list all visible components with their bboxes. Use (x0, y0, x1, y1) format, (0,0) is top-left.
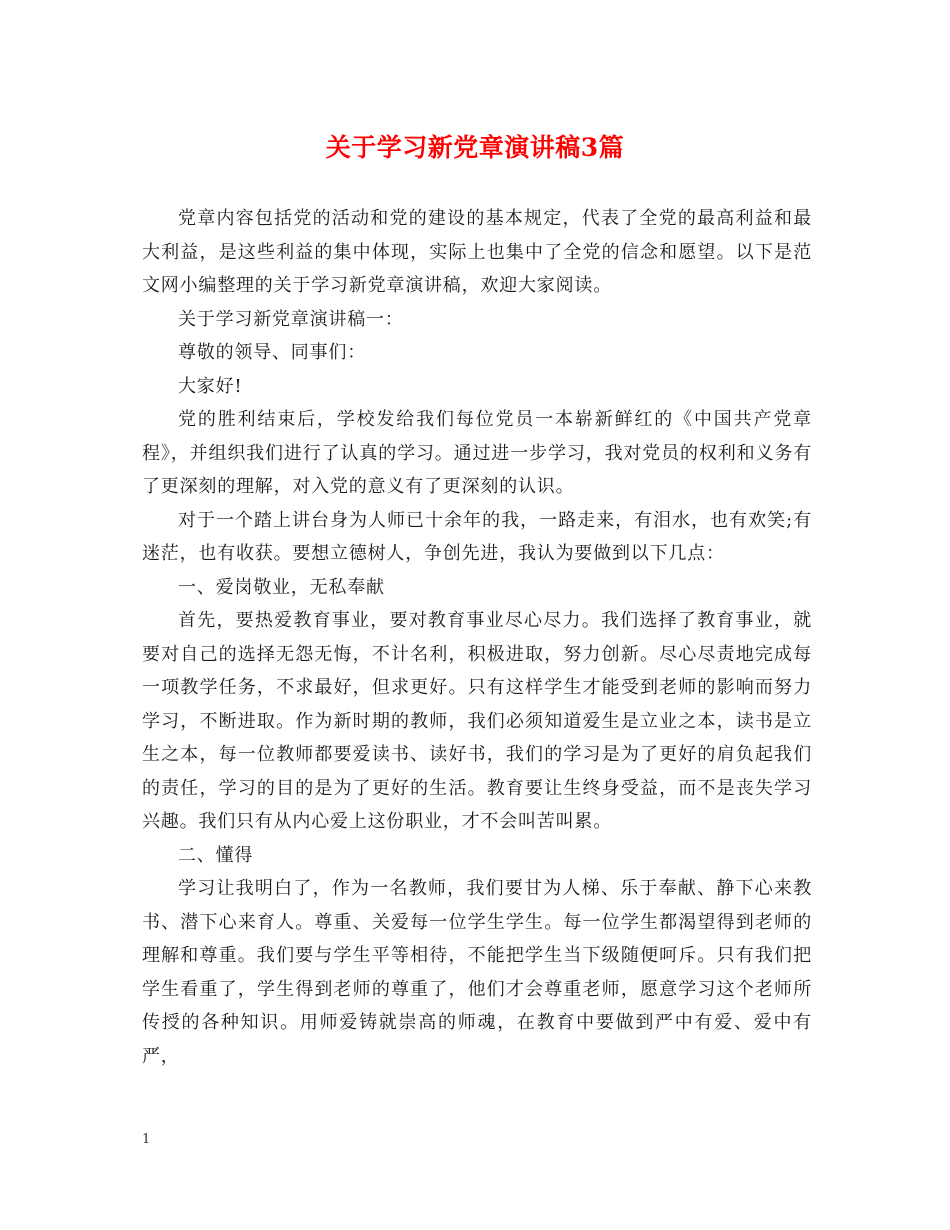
paragraph-intro: 党章内容包括党的活动和党的建设的基本规定，代表了全党的最高利益和最大利益，是这些利益的集中体现，实际上也集中了全党的信念和愿望。以下是范文网小编整理的关于学习新党章演讲稿，欢迎大家阅读。 (142, 208, 812, 296)
paragraph-salutation: 尊敬的领导、同事们： (178, 342, 366, 363)
paragraph-understanding: 学习让我明白了，作为一名教师，我们要甘为人梯、乐于奉献、静下心来教书、潜下心来育人。尊重、关爱每一位学生学生。每一位学生都渴望得到老师的理解和尊重。我们要与学生平等相待，不能把学生当下级随便呵斥。只有我们把学生看重了，学生得到老师的尊重了，他们才会尊重老师，愿意学习这个老师所传授的各种知识。用师爱铸就崇高的师魂，在教育中要做到严中有爱、爱中有严， (142, 878, 812, 1067)
paragraph-party-charter: 党的胜利结束后，学校发给我们每位党员一本崭新鲜红的《中国共产党章程》，并组织我们进行了认真的学习。通过进一步学习，我对党员的权利和义务有了更深刻的理解，对入党的意义有了更深刻的认识。 (142, 409, 812, 497)
paragraph-greeting: 大家好! (178, 375, 243, 397)
paragraph-speech-heading: 关于学习新党章演讲稿一： (178, 308, 404, 330)
paragraph-experience: 对于一个踏上讲台身为人师已十余年的我，一路走来，有泪水，也有欢笑;有迷茫，也有收获。要想立德树人，争创先进，我认为要做到以下几点： (142, 509, 812, 564)
document-title: 关于学习新党章演讲稿3篇 (325, 133, 625, 162)
page-number: 1 (142, 1132, 151, 1147)
document-body (142, 202, 812, 1073)
section-heading-two: 二、懂得 (178, 844, 254, 866)
section-heading-one: 一、爱岗敬业，无私奉献 (178, 576, 385, 598)
paragraph-dedication: 首先，要热爱教育事业，要对教育事业尽心尽力。我们选择了教育事业，就要对自己的选择无怨无悔，不计名利，积极进取，努力创新。尽心尽责地完成每一项教学任务，不求最好，但求更好。只有这样学生才能受到老师的影响而努力学习，不断进取。作为新时期的教师，我们必须知道爱生是立业之本，读书是立生之本，每一位教师都要爱读书、读好书，我们的学习是为了更好的肩负起我们的责任，学习的目的是为了更好的生活。教育要让生终身受益，而不是丧失学习兴趣。我们只有从内心爱上这份职业，才不会叫苦叫累。 (142, 610, 812, 832)
